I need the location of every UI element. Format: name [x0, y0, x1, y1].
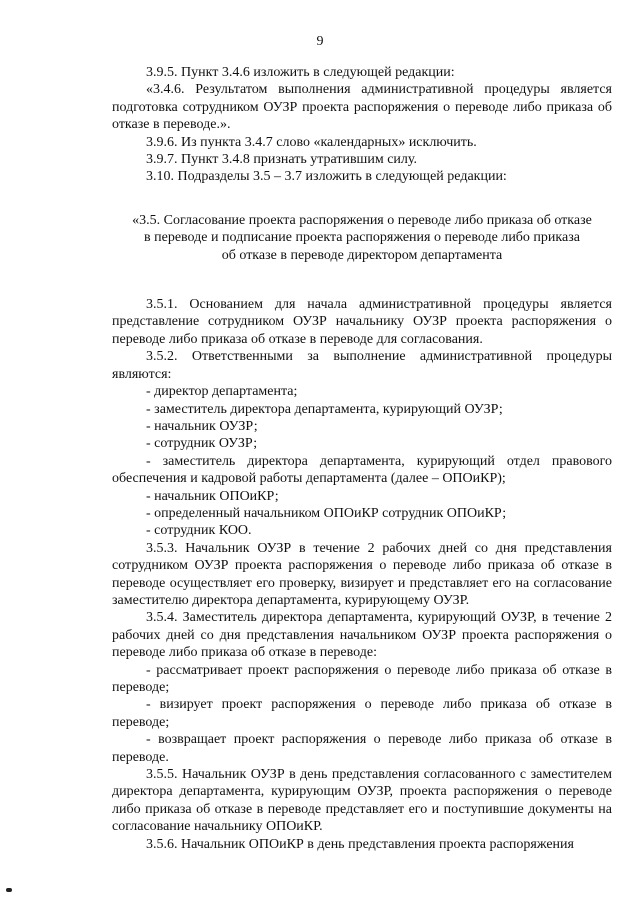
list-item: - заместитель директора департамента, курирующий ОУЗР;	[146, 401, 503, 417]
paragraph: «3.4.6. Результатом выполнения административной процедуры является подготовка сотрудником ОУЗР проекта распоряжения о переводе либо приказа об отказе в переводе.».	[112, 82, 612, 133]
section-heading	[112, 212, 612, 264]
paragraph: 3.5.3. Начальник ОУЗР в течение 2 рабочих дней со дня представления сотрудником ОУЗР проекта распоряжения о переводе либо приказа об отказе в переводе осуществляет его проверку, визирует и представляет его на согласование заместителю директора департамента, курирующему ОУЗР.	[112, 540, 612, 608]
paragraph: 3.9.7. Пункт 3.4.8 признать утратившим силу.	[146, 152, 417, 168]
list-item: - директор департамента;	[146, 384, 298, 400]
paragraph: 3.10. Подразделы 3.5 – 3.7 изложить в следующей редакции:	[146, 169, 507, 185]
list-item: - определенный начальником ОПОиКР сотрудник ОПОиКР;	[146, 505, 507, 521]
list-item: - возвращает проект распоряжения о переводе либо приказа об отказе в переводе.	[112, 732, 612, 765]
list-item: - начальник ОУЗР;	[146, 418, 258, 434]
list-item: - заместитель директора департамента, курирующий отдел правового обеспечения и кадровой работы департамента (далее – ОПОиКР);	[112, 453, 612, 487]
heading-line: в переводе и подписание проекта распоряжения о переводе либо приказа	[144, 230, 580, 246]
paragraph: 3.9.6. Из пункта 3.4.7 слово «календарных» исключить.	[146, 134, 477, 150]
list-item: - визирует проект распоряжения о переводе либо приказа об отказе в переводе;	[112, 697, 612, 730]
document-body	[112, 64, 612, 853]
paragraph: 3.5.6. Начальник ОПОиКР в день представления проекта распоряжения	[146, 836, 574, 852]
heading-line: «3.5. Согласование проекта распоряжения о переводе либо приказа об отказе	[132, 212, 592, 228]
list-item: - сотрудник КОО.	[146, 523, 252, 539]
paragraph: 3.5.4. Заместитель директора департамента, курирующий ОУЗР, в течение 2 рабочих дней со дня представления начальником ОУЗР проекта распоряжения о переводе либо приказа об отказе в переводе:	[112, 610, 612, 661]
paragraph: 3.5.1. Основанием для начала административной процедуры является представление сотрудником ОУЗР начальнику ОУЗР проекта распоряжения о переводе либо приказа об отказе в переводе для согласования.	[112, 297, 612, 347]
paragraph: 3.5.5. Начальник ОУЗР в день представления согласованного с заместителем директора департамента, курирующим ОУЗР, проекта распоряжения о переводе либо приказа об отказе в переводе представляет его и поступившие документы на согласование начальнику ОПОиКР.	[112, 767, 612, 835]
scan-mark	[6, 888, 12, 892]
page-number: 9	[316, 34, 324, 49]
paragraph: 3.9.5. Пункт 3.4.6 изложить в следующей редакции:	[146, 65, 455, 80]
list-item: - сотрудник ОУЗР;	[146, 436, 258, 452]
list-item: - начальник ОПОиКР;	[146, 488, 279, 504]
list-item: - рассматривает проект распоряжения о переводе либо приказа об отказе в переводе;	[112, 662, 612, 695]
heading-line: об отказе в переводе директором департамента	[221, 247, 503, 263]
paragraph: 3.5.2. Ответственными за выполнение административной процедуры являются:	[112, 349, 612, 382]
